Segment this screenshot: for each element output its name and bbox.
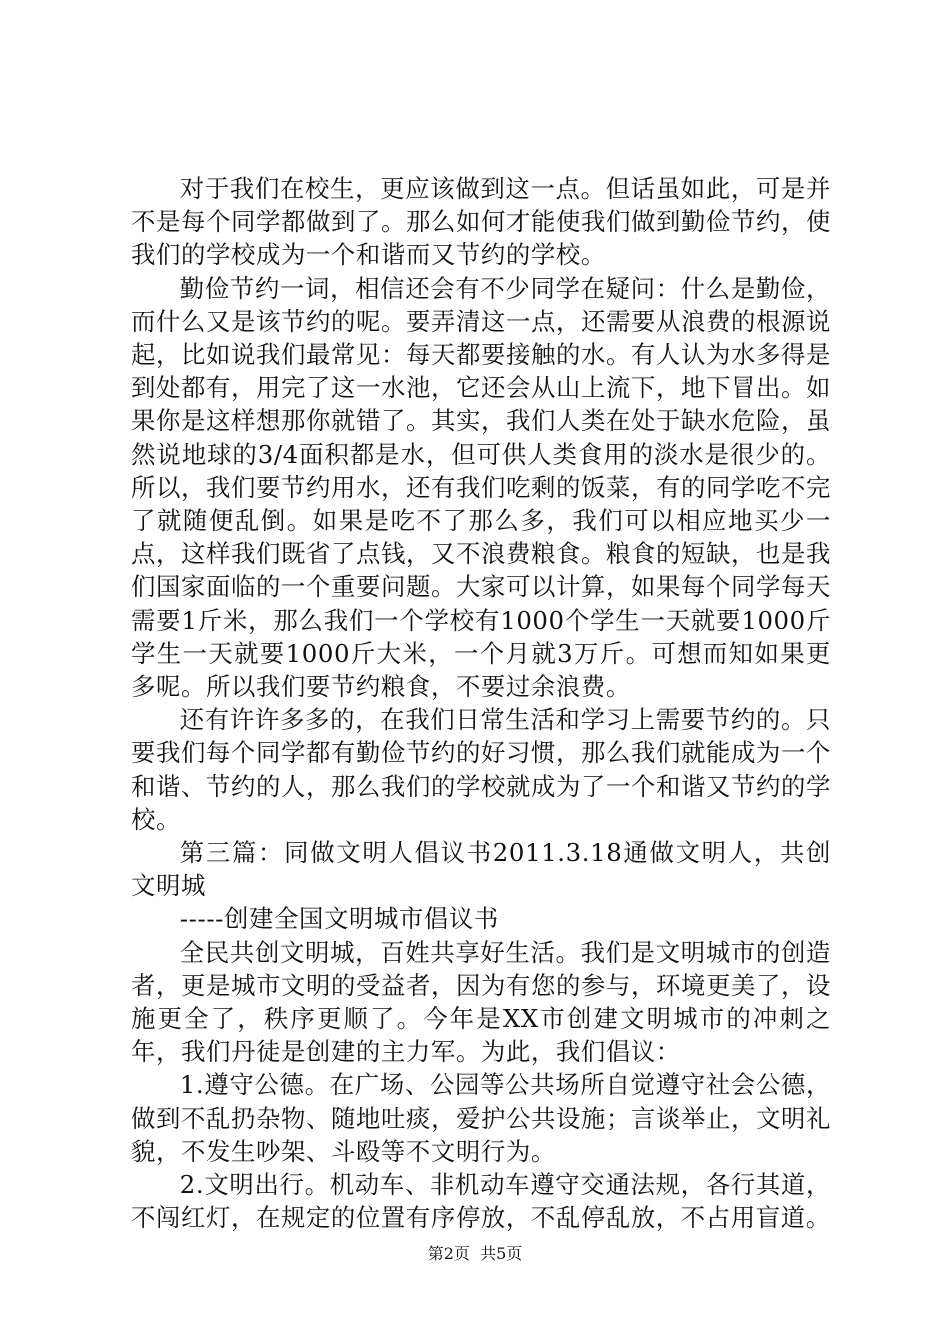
- section-subtitle: -----创建全国文明城市倡议书: [179, 904, 499, 934]
- paragraph-initiative-item-2: 2.文明出行。机动车、非机动车遵守交通法规，各行其道，不闯红灯，在规定的位置有序停放，不乱停乱放，不占用盲道。: [131, 1170, 831, 1233]
- paragraph-initiative-item-1: 1.遵守公德。在广场、公园等公共场所自觉遵守社会公德，做到不乱扔杂物、随地吐痰，爱护公共设施；言谈举止，文明礼貌，不发生吵架、斗殴等不文明行为。: [131, 1070, 831, 1166]
- paragraph-frugal-students: 对于我们在校生，更应该做到这一点。但话虽如此，可是并不是每个同学都做到了。那么如何才能使我们做到勤俭节约，使我们的学校成为一个和谐而又节约的学校。: [131, 174, 831, 270]
- paragraph-frugal-definition: 勤俭节约一词，相信还会有不少同学在疑问：什么是勤俭，而什么又是该节约的呢。要弄清这一点，还需要从浪费的根源说起，比如说我们最常见：每天都要接触的水。有人认为水多得是到处都有，用完了这一水池，它还会从山上流下，地下冒出。如果你是这样想那你就错了。其实，我们人类在处于缺水危险，虽然说地球的3/4面积都是水，但可供人类食用的淡水是很少的。所以，我们要节约用水，还有我们吃剩的饭菜，有的同学吃不完了就随便乱倒。如果是吃不了那么多，我们可以相应地买少一点，这样我们既省了点钱，又不浪费粮食。粮食的短缺，也是我们国家面临的一个重要问题。大家可以计算，如果每个同学每天需要1斤米，那么我们一个学校有1000个学生一天就要1000斤学生一天就要1000斤大米，一个月就3万斤。可想而知如果更多呢。所以我们要节约粮食，不要过余浪费。: [131, 273, 831, 702]
- paragraph-frugal-conclusion: 还有许许多多的，在我们日常生活和学习上需要节约的。只要我们每个同学都有勤俭节约的好习惯，那么我们就能成为一个和谐、节约的人，那么我们的学校就成为了一个和谐又节约的学校。: [131, 705, 831, 834]
- page-number: 第2页 共5页: [427, 1244, 523, 1263]
- document-body: [131, 172, 831, 1235]
- section-heading-part-three: 第三篇：同做文明人倡议书2011.3.18通做文明人，共创文明城: [131, 838, 831, 901]
- page-footer: [0, 1244, 950, 1264]
- paragraph-initiative-intro: 全民共创文明城，百姓共享好生活。我们是文明城市的创造者，更是城市文明的受益者，因为有您的参与，环境更美了，设施更全了，秩序更顺了。今年是XX市创建文明城市的冲刺之年，我们丹徒是创建的主力军。为此，我们倡议：: [131, 937, 831, 1067]
